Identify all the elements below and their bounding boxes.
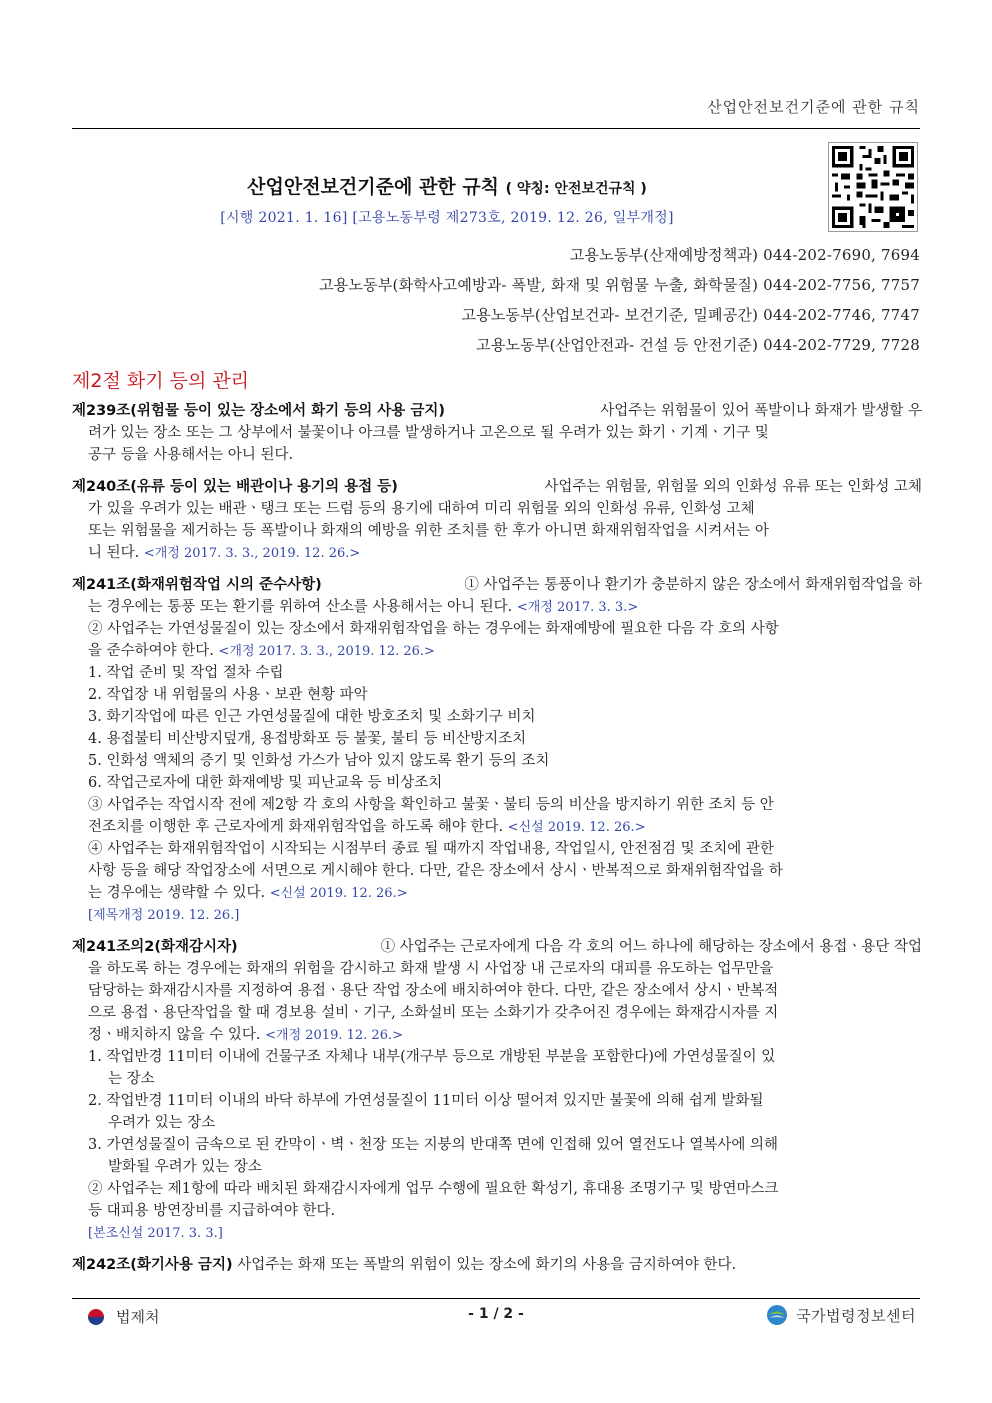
article-241-2	[72, 936, 922, 1244]
qr-code	[828, 142, 918, 232]
article-text: 또는 위험물을 제거하는 등 폭발이나 화재의 예방을 위한 조치를 한 후가 아니면 화재위험작업을 시켜서는 아	[88, 523, 769, 539]
article-242	[72, 1254, 922, 1276]
paragraph-text: 을 준수하여야 한다.	[88, 643, 214, 659]
article-text: 사업주는 위험물, 위험물 외의 인화성 유류 또는 인화성 고체	[544, 479, 922, 495]
amendment-note: <개정 2019. 12. 26.>	[265, 1028, 403, 1043]
article-241	[72, 574, 922, 926]
list-item	[72, 1090, 922, 1112]
list-item	[72, 1134, 922, 1156]
list-item-continuation: 발화될 우려가 있는 장소	[108, 1159, 262, 1175]
section-title: 제2절 화기 등의 관리	[72, 370, 250, 392]
document-body	[72, 400, 922, 1286]
article-heading: 제240조(유류 등이 있는 배관이나 용기의 용접 등)	[72, 479, 398, 495]
amendment-note: <개정 2017. 3. 3., 2019. 12. 26.>	[218, 644, 435, 659]
list-item: 5. 인화성 액체의 증기 및 인화성 가스가 남아 있지 않도록 환기 등의 조치	[88, 753, 550, 769]
header-rule	[72, 128, 920, 129]
article-text: ① 사업주는 통풍이나 환기가 충분하지 않은 장소에서 화재위험작업을 하	[464, 577, 922, 593]
title-main: 산업안전보건기준에 관한 규칙	[247, 176, 499, 198]
article-heading: 제239조(위험물 등이 있는 장소에서 화기 등의 사용 금지)	[72, 403, 446, 419]
footer-rule	[72, 1298, 920, 1299]
article-text: 을 하도록 하는 경우에는 화재의 위험을 감시하고 화재 발생 시 사업장 내 근로자의 대피를 유도하는 업무만을	[88, 961, 774, 977]
paragraph-text: 전조치를 이행한 후 근로자에게 화재위험작업을 하도록 해야 한다.	[88, 819, 504, 835]
contact-line: 고용노동부(산업안전과- 건설 등 안전기준) 044-202-7729, 7728	[476, 336, 920, 354]
list-item-continuation: 는 장소	[108, 1071, 155, 1087]
amendment-note: <신설 2019. 12. 26.>	[507, 820, 646, 835]
document-title	[72, 172, 822, 199]
list-item	[72, 1046, 922, 1068]
article-text: 려가 있는 장소 또는 그 상부에서 불꽃이나 아크를 발생하거나 고온으로 될 우려가 있는 화기ㆍ기계ㆍ기구 및	[88, 425, 769, 441]
article-heading: 제241조의2(화재감시자)	[72, 939, 238, 955]
list-item-continuation: 우려가 있는 장소	[108, 1115, 216, 1131]
article-text: 가 있을 우려가 있는 배관ㆍ탱크 또는 드럼 등의 용기에 대하여 미리 위험물 외의 인화성 유류, 인화성 고체	[88, 501, 755, 517]
contact-line: 고용노동부(산업보건과- 보건기준, 밀폐공간) 044-202-7746, 7747	[461, 306, 920, 324]
article-240	[72, 476, 922, 564]
title-amendment-note: [제목개정 2019. 12. 26.]	[88, 908, 240, 923]
article-text: 공구 등을 사용해서는 아니 된다.	[88, 447, 294, 463]
article-text: 정ㆍ배치하지 않을 수 있다.	[88, 1027, 261, 1043]
contact-line: 고용노동부(화학사고예방과- 폭발, 화재 및 위험물 누출, 화학물질) 044-202-7756, 7757	[319, 276, 920, 294]
page-number: - 1 / 2 -	[468, 1306, 524, 1322]
article-text: 사업주는 화재 또는 폭발의 위험이 있는 장소에 화기의 사용을 금지하여야 한다.	[237, 1257, 737, 1273]
paragraph-text: ② 사업주는 제1항에 따라 배치된 화재감시자에게 업무 수행에 필요한 확성기, 휴대용 조명기구 및 방연마스크	[88, 1181, 779, 1197]
article-239	[72, 400, 922, 466]
paragraph-text: 등 대피용 방연장비를 지급하여야 한다.	[88, 1203, 336, 1219]
contact-list	[319, 244, 920, 364]
running-header: 산업안전보건기준에 관한 규칙	[707, 98, 920, 116]
paragraph-text: ② 사업주는 가연성물질이 있는 장소에서 화재위험작업을 하는 경우에는 화재예방에 필요한 다음 각 호의 사항	[88, 621, 779, 637]
article-text: 사업주는 위험물이 있어 폭발이나 화재가 발생할 우	[600, 403, 922, 419]
list-item: 3. 화기작업에 따른 인근 가연성물질에 대한 방호조치 및 소화기구 비치	[88, 709, 536, 725]
footer-agency: 법제처	[116, 1308, 160, 1326]
new-article-note: [본조신설 2017. 3. 3.]	[88, 1226, 223, 1241]
article-heading: 제242조(화기사용 금지)	[72, 1257, 233, 1273]
footer-source: 국가법령정보센터	[796, 1306, 916, 1325]
amendment-note: <개정 2017. 3. 3., 2019. 12. 26.>	[143, 546, 361, 561]
paragraph-text: 사항 등을 해당 작업장소에 서면으로 게시해야 한다. 다만, 같은 장소에서 상시ㆍ반복적으로 화재위험작업을 하	[88, 863, 783, 879]
amendment-note: <개정 2017. 3. 3.>	[516, 600, 639, 615]
list-item-text: 2. 작업반경 11미터 이내의 바닥 하부에 가연성물질이 11미터 이상 떨어져 있지만 불꽃에 의해 쉽게 발화될	[88, 1093, 764, 1109]
amendment-note: <신설 2019. 12. 26.>	[269, 886, 408, 901]
footer-right	[766, 1304, 916, 1326]
article-text: 담당하는 화재감시자를 지정하여 용접ㆍ용단 작업 장소에 배치하여야 한다. 다만, 같은 장소에서 상시ㆍ반복적	[88, 983, 779, 999]
article-text: 니 된다.	[88, 545, 140, 561]
contact-line: 고용노동부(산재예방정책과) 044-202-7690, 7694	[569, 246, 920, 264]
article-heading: 제241조(화재위험작업 시의 준수사항)	[72, 577, 322, 593]
list-item: 1. 작업 준비 및 작업 절차 수립	[88, 665, 284, 681]
paragraph-text: ③ 사업주는 작업시작 전에 제2항 각 호의 사항을 확인하고 불꽃ㆍ불티 등의 비산을 방지하기 위한 조치 등 안	[88, 797, 774, 813]
title-short-name: ( 약칭: 안전보건규칙 )	[505, 181, 647, 197]
article-text: ① 사업주는 근로자에게 다음 각 호의 어느 하나에 해당하는 장소에서 용접ㆍ용단 작업	[380, 939, 922, 955]
article-text: 으로 용접ㆍ용단작업을 할 때 경보용 설비ㆍ기구, 소화설비 또는 소화기가 갖추어진 경우에는 화재감시자를 지	[88, 1005, 779, 1021]
paragraph-text: ④ 사업주는 화재위험작업이 시작되는 시점부터 종료 될 때까지 작업내용, 작업일시, 안전점검 및 조치에 관한	[88, 841, 774, 857]
article-text: 는 경우에는 통풍 또는 환기를 위하여 산소를 사용해서는 아니 된다.	[88, 599, 513, 615]
list-item: 4. 용접불티 비산방지덮개, 용접방화포 등 불꽃, 불티 등 비산방지조치	[88, 731, 527, 747]
paragraph-text: 는 경우에는 생략할 수 있다.	[88, 885, 266, 901]
list-item-text: 3. 가연성물질이 금속으로 된 칸막이ㆍ벽ㆍ천장 또는 지붕의 반대쪽 면에 인접해 있어 열전도나 열복사에 의해	[88, 1137, 779, 1153]
list-item: 6. 작업근로자에 대한 화재예방 및 피난교육 등 비상조치	[88, 775, 443, 791]
list-item-text: 1. 작업반경 11미터 이내에 건물구조 자체나 내부(개구부 등으로 개방된 부분을 포함한다)에 가연성물질이 있	[88, 1049, 776, 1065]
title-block	[72, 172, 822, 227]
enforcement-info: [시행 2021. 1. 16] [고용노동부령 제273호, 2019. 12. 26, 일부개정]	[220, 210, 674, 226]
list-item: 2. 작업장 내 위험물의 사용ㆍ보관 현황 파악	[88, 687, 368, 703]
globe-logo-icon	[766, 1304, 788, 1326]
